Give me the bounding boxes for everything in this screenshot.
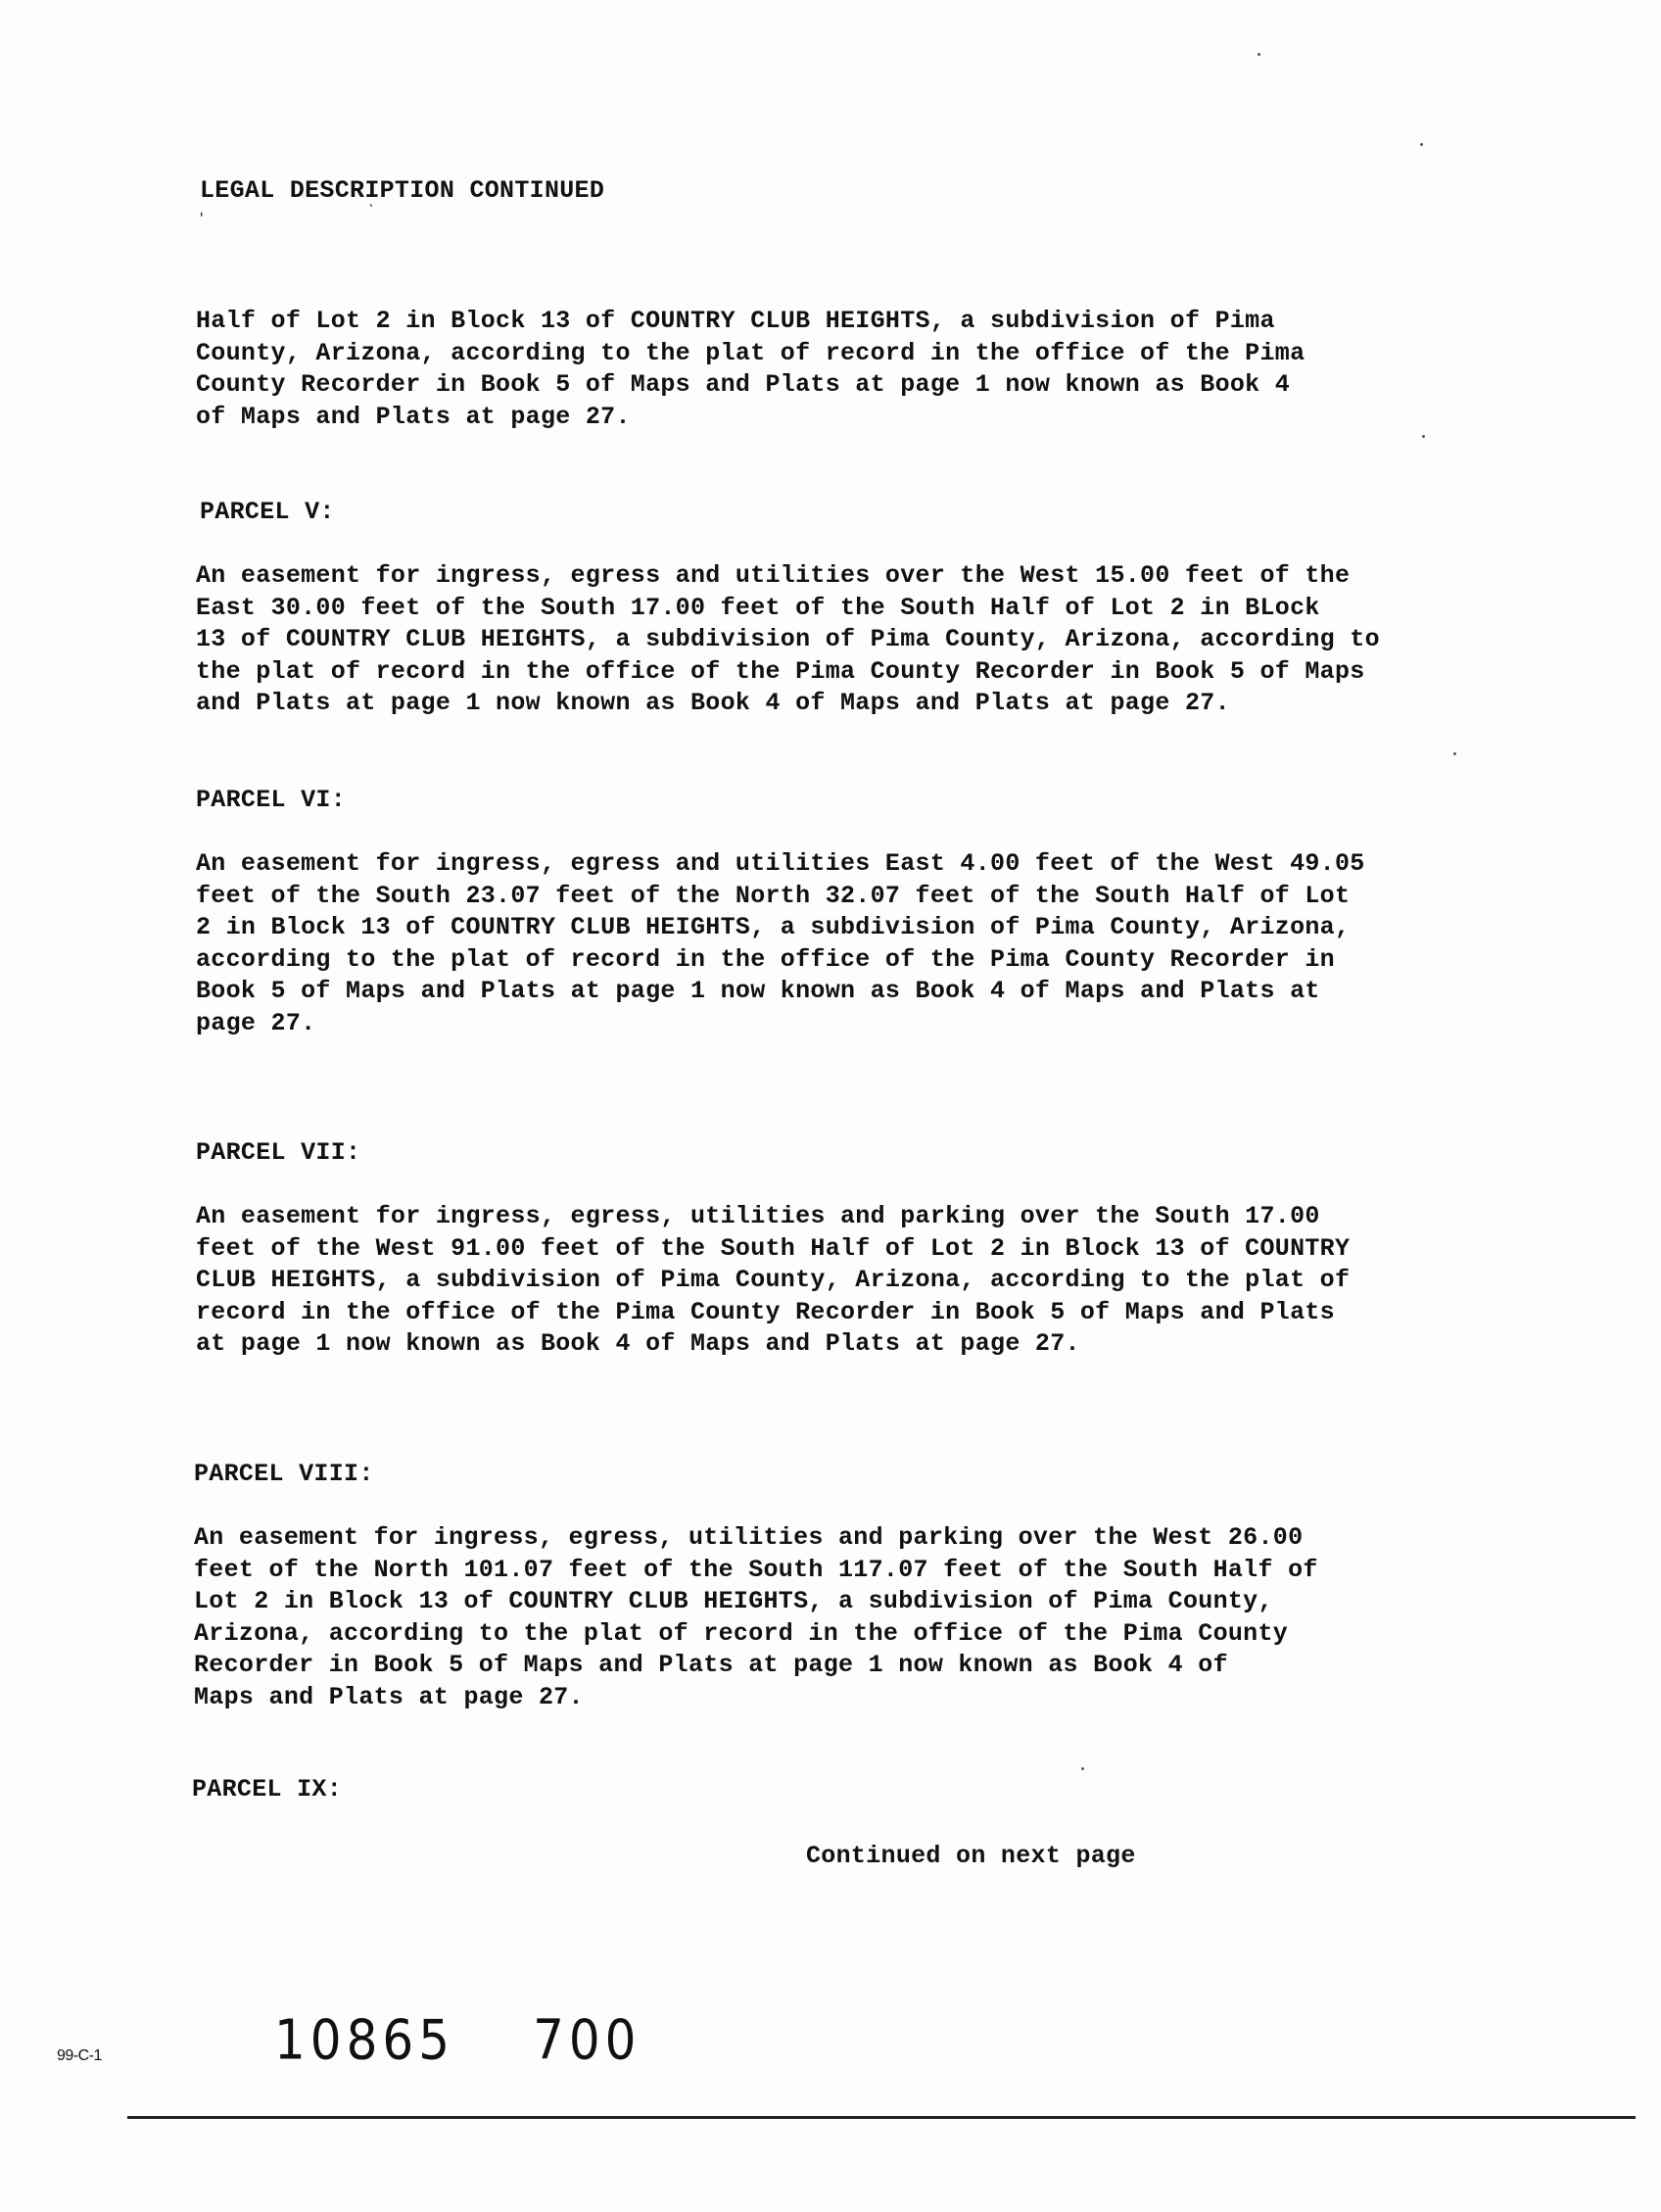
recording-page: 700 — [533, 2008, 641, 2072]
paragraph-line: East 30.00 feet of the South 17.00 feet of the South Half of Lot 2 in BLock — [196, 593, 1320, 622]
paragraph-line: and Plats at page 1 now known as Book 4 of Maps and Plats at page 27. — [196, 689, 1230, 717]
bottom-rule — [127, 2116, 1636, 2119]
paragraph-line: feet of the West 91.00 feet of the South Half of Lot 2 in Block 13 of COUNTRY — [196, 1233, 1351, 1263]
parcel-heading: PARCEL VI: — [196, 786, 347, 814]
stray-mark: ' — [200, 210, 204, 229]
paragraph-line: An easement for ingress, egress and utilities over the West 15.00 feet of the — [196, 561, 1351, 590]
parcel-paragraph — [196, 560, 1498, 720]
document-header: LEGAL DESCRIPTION CONTINUED — [200, 176, 605, 205]
paragraph-line: 2 in Block 13 of COUNTRY CLUB HEIGHTS, a subdivision of Pima County, Arizona, — [196, 913, 1351, 941]
paragraph-line: County, Arizona, according to the plat of record in the office of the Pima — [196, 338, 1305, 367]
paragraph-line: County Recorder in Book 5 of Maps and Plats at page 1 now known as Book 4 — [196, 370, 1291, 399]
paragraph-line: CLUB HEIGHTS, a subdivision of Pima County, Arizona, according to the plat of — [196, 1266, 1351, 1294]
recording-docket: 10865 — [274, 2008, 455, 2072]
paragraph-line: An easement for ingress, egress, utilities and parking over the South 17.00 — [196, 1202, 1320, 1230]
intro-paragraph — [196, 306, 1498, 433]
stray-mark: ˋ — [368, 202, 374, 221]
paragraph-line: according to the plat of record in the office of the Pima County Recorder in — [196, 944, 1335, 974]
scan-speck — [1258, 53, 1260, 56]
paragraph-line: Lot 2 in Block 13 of COUNTRY CLUB HEIGHTS, a subdivision of Pima County, — [194, 1587, 1273, 1615]
paragraph-line: the plat of record in the office of the Pima County Recorder in Book 5 of Maps — [196, 656, 1365, 686]
parcel-paragraph — [194, 1522, 1496, 1713]
parcel-heading: PARCEL IX: — [192, 1775, 343, 1803]
paragraph-line: record in the office of the Pima County Recorder in Book 5 of Maps and Plats — [196, 1297, 1335, 1326]
scan-speck — [1453, 752, 1456, 755]
paragraph-line: An easement for ingress, egress and utilities East 4.00 feet of the West 49.05 — [196, 849, 1365, 878]
scan-speck — [1420, 143, 1423, 146]
paragraph-line: page 27. — [196, 1008, 316, 1037]
paragraph-line: feet of the North 101.07 feet of the South 117.07 feet of the South Half of — [194, 1555, 1318, 1584]
scan-speck — [1081, 1767, 1084, 1770]
paragraph-line: Book 5 of Maps and Plats at page 1 now known as Book 4 of Maps and Plats at — [196, 977, 1320, 1005]
scan-speck — [1422, 435, 1425, 438]
paragraph-line: Arizona, according to the plat of record in the office of the Pima County — [194, 1618, 1289, 1648]
parcel-heading: PARCEL VIII: — [194, 1460, 374, 1488]
continued-note: Continued on next page — [806, 1842, 1136, 1870]
paragraph-line: feet of the South 23.07 feet of the North 32.07 feet of the South Half of Lot — [196, 881, 1351, 910]
paragraph-line: 13 of COUNTRY CLUB HEIGHTS, a subdivision of Pima County, Arizona, according to — [196, 625, 1380, 653]
parcel-heading: PARCEL VII: — [196, 1138, 361, 1167]
parcel-paragraph — [196, 848, 1498, 1039]
paragraph-line: of Maps and Plats at page 27. — [196, 402, 631, 431]
paragraph-line: Recorder in Book 5 of Maps and Plats at page 1 now known as Book 4 of — [194, 1651, 1228, 1679]
recording-number — [274, 2008, 641, 2072]
paragraph-line: An easement for ingress, egress, utilities and parking over the West 26.00 — [194, 1523, 1304, 1552]
paragraph-line: at page 1 now known as Book 4 of Maps and Plats at page 27. — [196, 1329, 1080, 1358]
parcel-paragraph — [196, 1201, 1498, 1361]
paragraph-line: Maps and Plats at page 27. — [194, 1682, 584, 1711]
form-code: 99-C-1 — [57, 2047, 102, 2064]
parcel-heading: PARCEL V: — [200, 498, 335, 526]
paragraph-line: Half of Lot 2 in Block 13 of COUNTRY CLUB HEIGHTS, a subdivision of Pima — [196, 307, 1275, 335]
